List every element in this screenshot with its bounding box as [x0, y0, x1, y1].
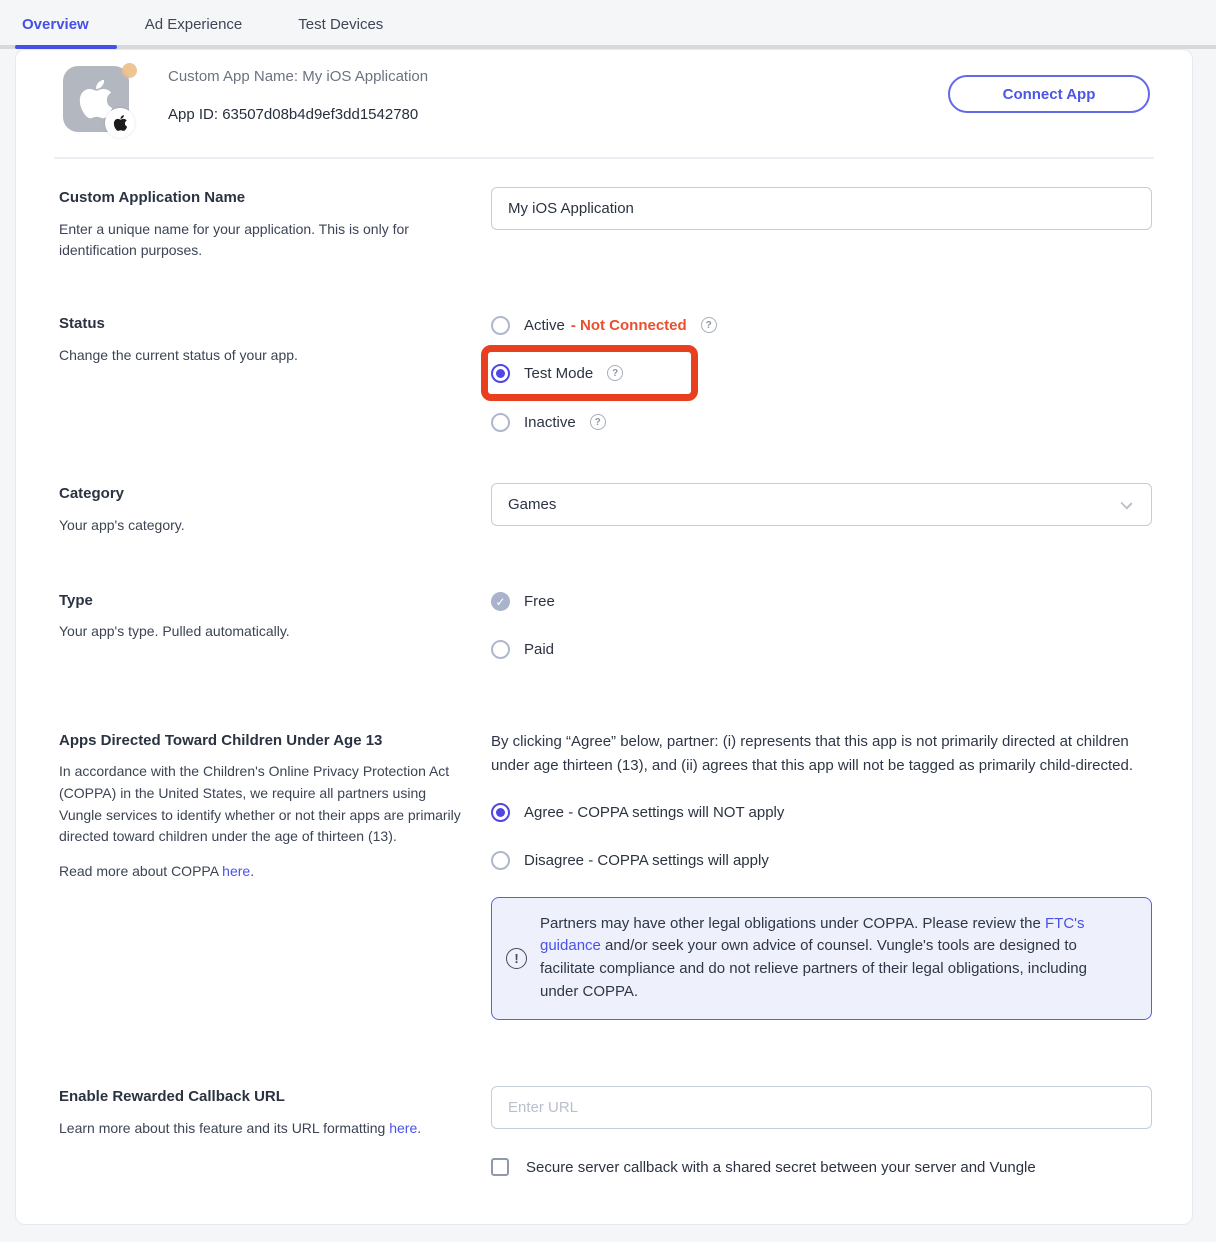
category-selected-value: Games [508, 496, 557, 514]
secure-callback-row[interactable] [491, 1156, 1152, 1181]
coppa-read-more-suffix: . [250, 863, 255, 880]
status-option-test-mode[interactable] [491, 361, 1152, 385]
apple-badge-icon [105, 108, 135, 138]
app-header-text [168, 66, 428, 123]
coppa-disagree-label: Disagree - COPPA settings will apply [524, 852, 769, 870]
row-callback-url [59, 1086, 1152, 1181]
status-inactive-label: Inactive [524, 413, 576, 431]
callback-desc-suffix: . [417, 1119, 422, 1136]
radio-free-checked: ✓ [491, 592, 510, 611]
app-settings-card [15, 49, 1193, 1225]
radio-active[interactable] [491, 316, 510, 335]
secure-callback-label: Secure server callback with a shared secret between your server and Vungle [526, 1158, 1036, 1176]
custom-application-name-description: Enter a unique name for your application. This is only for identification purposes. [59, 220, 409, 259]
row-custom-application-name [59, 187, 1152, 262]
radio-inactive[interactable] [491, 413, 510, 432]
help-icon[interactable]: ? [607, 365, 623, 381]
radio-disagree[interactable] [491, 851, 510, 870]
status-option-inactive[interactable] [491, 410, 1152, 434]
status-description: Change the current status of your app. [59, 346, 298, 363]
row-status [59, 313, 1152, 458]
row-category [59, 483, 1152, 536]
help-icon[interactable]: ? [701, 317, 717, 333]
coppa-option-disagree[interactable] [491, 849, 1152, 873]
alert-icon: ! [506, 948, 527, 969]
callback-label: Enable Rewarded Callback URL [59, 1087, 285, 1105]
row-coppa [59, 730, 1152, 1020]
help-icon[interactable]: ? [590, 414, 606, 430]
status-active-suffix: - Not Connected [570, 316, 687, 334]
callback-url-input[interactable] [491, 1086, 1152, 1129]
status-option-active[interactable] [491, 313, 1152, 337]
callback-desc-prefix: Learn more about this feature and its URL formatting [59, 1119, 390, 1136]
chevron-down-icon [1120, 498, 1132, 510]
coppa-label: Apps Directed Toward Children Under Age 13 [59, 731, 383, 749]
notice-text-after: and/or seek your own advice of counsel. Vungle's tools are designed to facilitate compliance and do not relieve partners of their legal obligations, including under COPPA. [540, 937, 1087, 1000]
settings-form [16, 159, 1192, 1181]
connect-app-button[interactable]: Connect App [948, 75, 1150, 113]
type-description: Your app's type. Pulled automatically. [59, 623, 290, 640]
coppa-notice-box [491, 897, 1152, 1020]
category-description: Your app's category. [59, 516, 185, 533]
ftc-guidance-link[interactable]: FTC's guidance [540, 914, 1085, 955]
row-type [59, 590, 1152, 686]
coppa-read-more [59, 861, 461, 883]
tab-overview[interactable]: Overview [22, 16, 89, 45]
category-label: Category [59, 485, 125, 503]
coppa-agreement-text: By clicking “Agree” below, partner: (i) represents that this app is not primarily directed at children under age thirteen (13), and (ii) agrees that this app will not be tagged as primarily child-directed. [491, 732, 1134, 774]
radio-agree[interactable] [491, 803, 510, 822]
type-label: Type [59, 591, 93, 609]
coppa-description: In accordance with the Children's Online Privacy Protection Act (COPPA) in the United States, we require all partners using Vungle services to identify whether or not their apps are primarily directed toward children under the age of thirteen (13). [59, 763, 461, 845]
app-header [16, 50, 1192, 132]
radio-paid[interactable] [491, 640, 510, 659]
radio-test-mode[interactable] [491, 364, 510, 383]
tab-bar [0, 0, 1216, 49]
category-select[interactable] [491, 483, 1152, 526]
status-label: Status [59, 315, 105, 333]
status-dot-icon [122, 63, 137, 78]
type-paid-label: Paid [524, 641, 555, 659]
callback-here-link[interactable]: here [389, 1119, 418, 1136]
status-test-mode-label: Test Mode [524, 364, 594, 382]
custom-application-name-label: Custom Application Name [59, 189, 246, 206]
custom-app-name-line: Custom App Name: My iOS Application [168, 68, 429, 85]
tab-test-devices[interactable]: Test Devices [298, 16, 384, 33]
type-free-label: Free [524, 593, 555, 611]
app-id-line: App ID: 63507d08b4d9ef3dd1542780 [168, 106, 419, 123]
custom-application-name-input[interactable] [491, 187, 1152, 230]
callback-description [59, 1118, 461, 1140]
secure-callback-checkbox[interactable] [491, 1158, 509, 1176]
app-icon [63, 66, 129, 132]
tab-ad-experience[interactable]: Ad Experience [144, 16, 243, 33]
type-option-paid[interactable] [491, 638, 1152, 662]
coppa-notice-text [540, 913, 1129, 1004]
coppa-read-more-prefix: Read more about COPPA [59, 863, 223, 880]
notice-text-before: Partners may have other legal obligations under COPPA. Please review the [540, 914, 1045, 932]
coppa-agree-label: Agree - COPPA settings will NOT apply [524, 804, 785, 822]
coppa-option-agree[interactable] [491, 801, 1152, 825]
coppa-here-link[interactable]: here [222, 863, 251, 880]
status-active-label: Active [524, 316, 565, 334]
type-option-free [491, 590, 1152, 614]
